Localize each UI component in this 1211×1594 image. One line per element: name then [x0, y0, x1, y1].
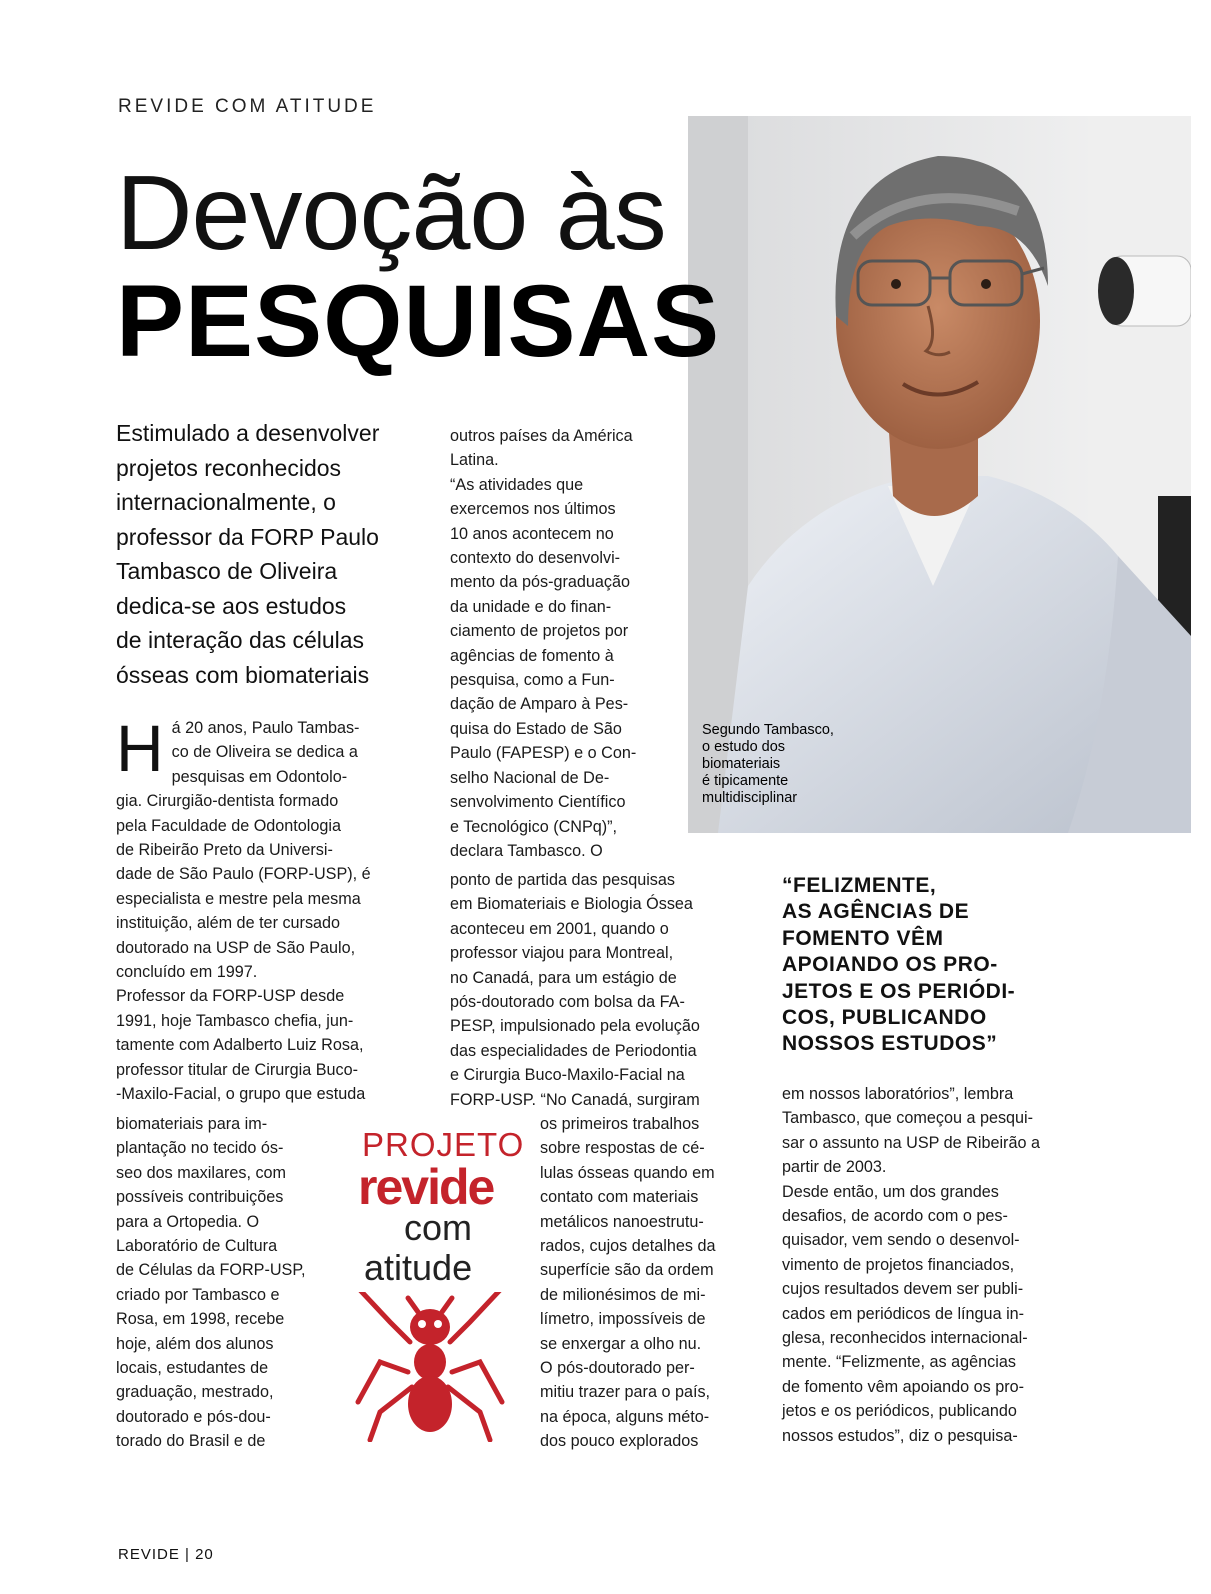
lead-line: Estimulado a desenvolver	[116, 420, 380, 446]
pull-quote	[782, 873, 1072, 1058]
text-line: Laboratório de Cultura	[116, 1237, 278, 1256]
text-line: doutorado na USP de São Paulo,	[116, 938, 356, 957]
text-line: rados, cujos detalhes da	[540, 1237, 716, 1256]
text-line: gia. Cirurgião-dentista formado	[116, 792, 339, 811]
caption-line: Segundo Tambasco,	[702, 722, 834, 738]
text-line: declara Tambasco. O	[450, 841, 603, 860]
text-line: quisador, vem sendo o desenvol-	[782, 1231, 1020, 1250]
text-line: ciamento de projetos por	[450, 622, 629, 641]
text-line: jetos e os periódicos, publicando	[782, 1402, 1017, 1421]
text-line: outros países da América	[450, 427, 633, 445]
text-line: exercemos nos últimos	[450, 500, 616, 519]
text-line: senvolvimento Científico	[450, 793, 626, 812]
text-line: Tambasco, que começou a pesqui-	[782, 1109, 1034, 1128]
lead-line: ósseas com biomateriais	[116, 661, 370, 688]
text-line: mento da pós-graduação	[450, 573, 630, 592]
text-line: e Tecnológico (CNPq)”,	[450, 817, 618, 836]
quote-line: NOSSOS ESTUDOS”	[782, 1032, 998, 1056]
text-line: nossos estudos”, diz o pesquisa-	[782, 1426, 1018, 1445]
lead-line: professor da FORP Paulo	[116, 523, 379, 550]
text-line: -Maxilo-Facial, o grupo que estuda	[116, 1085, 366, 1104]
text-line: e Cirurgia Buco-Maxilo-Facial na	[450, 1066, 685, 1085]
text-line: hoje, além dos alunos	[116, 1334, 274, 1353]
text-line: se enxergar a olho nu.	[540, 1334, 702, 1353]
body-column-2	[450, 424, 664, 863]
text-line: concluído em 1997.	[116, 963, 258, 982]
text-line: contexto do desenvolvi-	[450, 549, 621, 568]
text-line: 1991, hoje Tambasco chefia, jun-	[116, 1011, 354, 1030]
headline-line-2: PESQUISAS	[116, 264, 721, 378]
text-line: Professor da FORP-USP desde	[116, 987, 345, 1006]
text-line: agências de fomento à	[450, 646, 614, 665]
text-line: sobre respostas de cé-	[540, 1139, 705, 1158]
text-line: das especialidades de Periodontia	[450, 1041, 697, 1060]
text-line: pesquisas em Odontolo-	[171, 767, 348, 786]
text-line: “As atividades que	[450, 475, 584, 494]
lead-line: Tambasco de Oliveira	[116, 558, 338, 584]
ant-icon	[350, 1292, 510, 1442]
quote-line: COS, PUBLICANDO	[782, 1006, 987, 1030]
text-line: dade de São Paulo (FORP-USP), é	[116, 865, 371, 884]
body-column-2-wide	[450, 868, 742, 1112]
text-line: seo dos maxilares, com	[116, 1163, 287, 1182]
projeto-logo	[340, 1126, 525, 1446]
text-line: desafios, de acordo com o pes-	[782, 1207, 1008, 1226]
text-line: glesa, reconhecidos internacional-	[782, 1329, 1028, 1348]
lead-line: dedica-se aos estudos	[116, 592, 347, 619]
caption-line: o estudo dos	[702, 739, 786, 755]
text-line: pela Faculdade de Odontologia	[116, 816, 341, 835]
text-line: na época, alguns méto-	[540, 1407, 710, 1426]
text-line: os primeiros trabalhos	[540, 1115, 700, 1133]
logo-projeto-text: PROJETO	[362, 1126, 525, 1163]
text-line: mitiu trazer para o país,	[540, 1383, 711, 1402]
text-line: Desde então, um dos grandes	[782, 1182, 999, 1201]
text-line: biomateriais para im-	[116, 1115, 268, 1133]
text-line: FORP-USP. “No Canadá, surgiram	[450, 1090, 700, 1109]
photo-caption	[702, 722, 872, 807]
text-line: O pós-doutorado per-	[540, 1359, 695, 1378]
text-line: superfície são da ordem	[540, 1261, 714, 1280]
lead-line: de interação das células	[116, 627, 365, 653]
quote-line: JETOS E OS PERIÓDI-	[782, 979, 1016, 1003]
text-line: dação de Amparo à Pes-	[450, 695, 629, 714]
body-column-2-narrow	[540, 1112, 742, 1454]
text-line: plantação no tecido ós-	[116, 1139, 284, 1158]
text-line: no Canadá, para um estágio de	[450, 968, 677, 987]
text-line: em Biomateriais e Biologia Óssea	[450, 895, 693, 914]
text-line: vimento de projetos financiados,	[782, 1255, 1015, 1274]
body-column-3	[782, 1082, 1074, 1448]
text-line: 10 anos acontecem no	[450, 524, 614, 543]
text-line: professor titular de Cirurgia Buco-	[116, 1060, 359, 1079]
text-line: contato com materiais	[540, 1188, 699, 1207]
quote-line: AS AGÊNCIAS DE	[782, 900, 970, 924]
text-line: de milionésimos de mi-	[540, 1285, 706, 1304]
text-line: possíveis contribuições	[116, 1188, 284, 1207]
text-line: pesquisa, como a Fun-	[450, 671, 615, 690]
text-line: aconteceu em 2001, quando o	[450, 919, 669, 938]
lead-paragraph	[116, 416, 416, 692]
text-line: locais, estudantes de	[116, 1359, 269, 1378]
text-line: Latina.	[450, 451, 499, 470]
text-line: torado do Brasil e de	[116, 1432, 266, 1451]
caption-line: biomateriais	[702, 756, 781, 772]
text-line: professor viajou para Montreal,	[450, 944, 674, 963]
text-line: mente. “Felizmente, as agências	[782, 1353, 1016, 1372]
text-line: quisa do Estado de São	[450, 719, 622, 738]
headline-line-1: Devoção às	[116, 154, 666, 272]
body-column-1	[116, 711, 408, 1107]
text-line: co de Oliveira se dedica a	[171, 743, 358, 762]
text-line: Paulo (FAPESP) e o Con-	[450, 744, 637, 763]
lead-line: internacionalmente, o	[116, 489, 336, 515]
text-line: doutorado e pós-dou-	[116, 1407, 271, 1426]
quote-line: FOMENTO VÊM	[782, 926, 944, 950]
lead-line: projetos reconhecidos	[116, 454, 342, 481]
text-line: selho Nacional de De-	[450, 768, 610, 787]
text-line: graduação, mestrado,	[116, 1383, 274, 1402]
text-line: para a Ortopedia. O	[116, 1212, 260, 1231]
page-footer: REVIDE | 20	[118, 1546, 214, 1563]
text-line: dos pouco explorados	[540, 1432, 699, 1451]
logo-atitude-text: atitude	[364, 1247, 473, 1288]
text-line: cujos resultados devem ser publi-	[782, 1280, 1024, 1299]
text-line: criado por Tambasco e	[116, 1285, 280, 1304]
body-column-1-narrow	[116, 1112, 319, 1454]
text-line: em nossos laboratórios”, lembra	[782, 1085, 1014, 1103]
text-line: tamente com Adalberto Luiz Rosa,	[116, 1036, 364, 1055]
section-kicker: REVIDE COM ATITUDE	[118, 96, 377, 117]
logo-revide-text: revide	[358, 1159, 494, 1215]
text-line: especialista e mestre pela mesma	[116, 889, 361, 908]
text-line: da unidade e do finan-	[450, 597, 612, 616]
text-line: lulas ósseas quando em	[540, 1163, 715, 1182]
text-line: límetro, impossíveis de	[540, 1310, 706, 1329]
text-line: partir de 2003.	[782, 1158, 887, 1177]
text-line: sar o assunto na USP de Ribeirão a	[782, 1133, 1040, 1152]
quote-line: APOIANDO OS PRO-	[782, 953, 998, 977]
quote-line: “FELIZMENTE,	[782, 874, 937, 897]
text-line: PESP, impulsionado pela evolução	[450, 1017, 700, 1036]
text-line: de Ribeirão Preto da Universi-	[116, 841, 333, 860]
text-line: pós-doutorado com bolsa da FA-	[450, 993, 685, 1012]
text-line: cados em periódicos de língua in-	[782, 1304, 1025, 1323]
text-line: de Células da FORP-USP,	[116, 1261, 306, 1280]
caption-line: é tipicamente	[702, 773, 789, 789]
logo-com-text: com	[404, 1207, 473, 1248]
drop-cap: H	[116, 711, 164, 785]
text-line: Rosa, em 1998, recebe	[116, 1310, 285, 1329]
text-line: metálicos nanoestrutu-	[540, 1212, 704, 1231]
text-line: á 20 anos, Paulo Tambas-	[171, 719, 360, 737]
text-line: de fomento vêm apoiando os pro-	[782, 1377, 1025, 1396]
text-line: instituição, além de ter cursado	[116, 914, 341, 933]
text-line: ponto de partida das pesquisas	[450, 871, 675, 889]
caption-line: multidisciplinar	[702, 790, 798, 806]
